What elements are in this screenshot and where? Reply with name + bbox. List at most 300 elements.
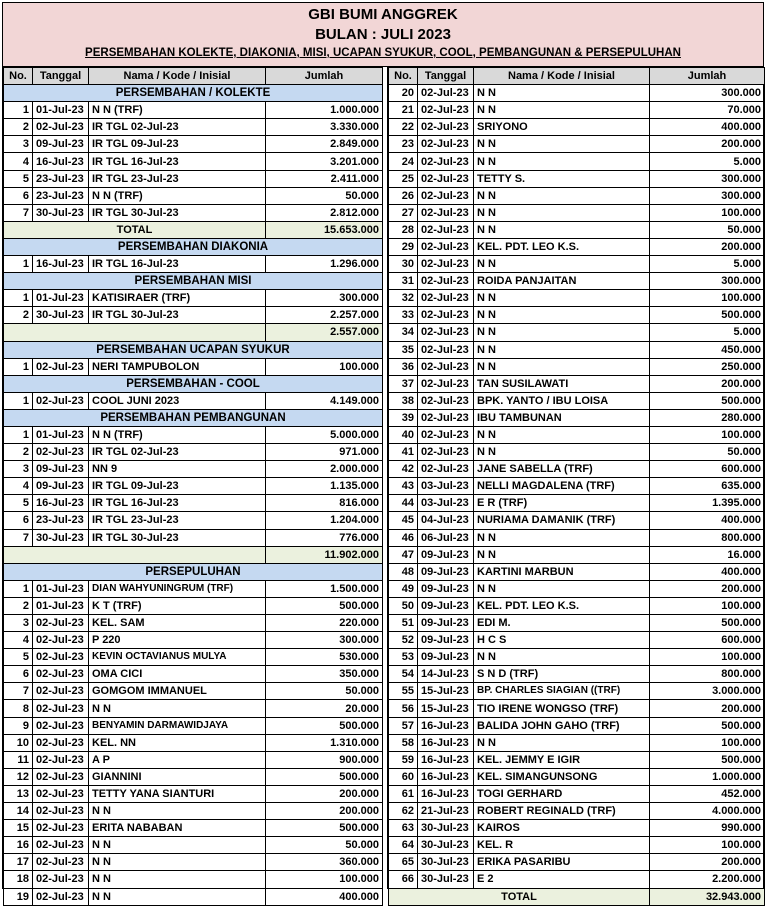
row-amount: 500.000 xyxy=(650,307,765,324)
row-name: KEL. PDT. LEO K.S. xyxy=(474,238,650,255)
row-name: IR TGL 30-Jul-23 xyxy=(89,529,266,546)
table-row xyxy=(389,478,765,495)
row-name: IR TGL 02-Jul-23 xyxy=(89,444,266,461)
table-row xyxy=(389,256,765,273)
row-name: TOGI GERHARD xyxy=(474,785,650,802)
table-row xyxy=(389,734,765,751)
row-amount: 100.000 xyxy=(650,837,765,854)
row-name: N N xyxy=(474,307,650,324)
table-row xyxy=(389,597,765,614)
row-date: 02-Jul-23 xyxy=(33,785,89,802)
row-name: N N xyxy=(474,341,650,358)
row-date: 16-Jul-23 xyxy=(418,768,474,785)
row-number: 23 xyxy=(389,136,418,153)
row-name: ROBERT REGINALD (TRF) xyxy=(474,803,650,820)
row-amount: 2.257.000 xyxy=(266,307,383,324)
row-name: N N xyxy=(474,290,650,307)
row-amount: 635.000 xyxy=(650,478,765,495)
row-name: N N xyxy=(474,426,650,443)
table-row xyxy=(4,597,383,614)
row-amount: 500.000 xyxy=(266,717,383,734)
table-row xyxy=(4,153,383,170)
row-date: 23-Jul-23 xyxy=(33,187,89,204)
table-row xyxy=(389,444,765,461)
table-row xyxy=(389,392,765,409)
row-amount: 300.000 xyxy=(650,85,765,102)
row-date: 02-Jul-23 xyxy=(418,187,474,204)
row-amount: 350.000 xyxy=(266,666,383,683)
row-name: TETTY YANA SIANTURI xyxy=(89,785,266,802)
row-amount: 1.500.000 xyxy=(266,580,383,597)
row-date: 09-Jul-23 xyxy=(418,615,474,632)
row-name: DIAN WAHYUNINGRUM (TRF) xyxy=(89,580,266,597)
row-amount: 220.000 xyxy=(266,615,383,632)
section-title: PERSEPULUHAN xyxy=(4,563,383,580)
left-offering-table xyxy=(3,67,383,906)
row-amount: 4.149.000 xyxy=(266,392,383,409)
month-subtitle: BULAN : JULI 2023 xyxy=(315,26,451,43)
row-amount: 500.000 xyxy=(266,820,383,837)
row-name: EDI M. xyxy=(474,615,650,632)
table-row xyxy=(389,751,765,768)
table-row xyxy=(4,700,383,717)
section-header-row xyxy=(4,238,383,255)
row-date: 02-Jul-23 xyxy=(418,153,474,170)
row-amount: 360.000 xyxy=(266,854,383,871)
row-amount: 1.000.000 xyxy=(266,102,383,119)
row-amount: 500.000 xyxy=(650,615,765,632)
row-date: 23-Jul-23 xyxy=(33,512,89,529)
table-row xyxy=(4,529,383,546)
row-number: 1 xyxy=(4,580,33,597)
table-row xyxy=(4,632,383,649)
row-number: 4 xyxy=(4,153,33,170)
row-date: 16-Jul-23 xyxy=(33,153,89,170)
table-row xyxy=(4,734,383,751)
row-date: 01-Jul-23 xyxy=(33,102,89,119)
row-date: 15-Jul-23 xyxy=(418,700,474,717)
section-title: PERSEMBAHAN MISI xyxy=(4,273,383,290)
row-number: 62 xyxy=(389,803,418,820)
row-number: 29 xyxy=(389,238,418,255)
row-name: SRIYONO xyxy=(474,119,650,136)
col-amount-header: Jumlah xyxy=(266,68,383,85)
row-date: 02-Jul-23 xyxy=(418,461,474,478)
row-number: 26 xyxy=(389,187,418,204)
row-name: IBU TAMBUNAN xyxy=(474,409,650,426)
section-header-row xyxy=(4,341,383,358)
table-row xyxy=(4,461,383,478)
row-amount: 200.000 xyxy=(266,785,383,802)
row-amount: 300.000 xyxy=(650,170,765,187)
row-name: NN 9 xyxy=(89,461,266,478)
row-number: 7 xyxy=(4,683,33,700)
row-name: A P xyxy=(89,751,266,768)
row-name: N N xyxy=(474,324,650,341)
row-name: E R (TRF) xyxy=(474,495,650,512)
row-number: 65 xyxy=(389,854,418,871)
total-amount: 2.557.000 xyxy=(266,324,383,341)
row-amount: 2.411.000 xyxy=(266,170,383,187)
row-number: 5 xyxy=(4,170,33,187)
table-row xyxy=(389,324,765,341)
table-row xyxy=(389,119,765,136)
row-number: 6 xyxy=(4,666,33,683)
row-name: KEVIN OCTAVIANUS MULYA xyxy=(89,649,266,666)
row-date: 09-Jul-23 xyxy=(418,632,474,649)
row-amount: 100.000 xyxy=(650,597,765,614)
row-date: 09-Jul-23 xyxy=(418,649,474,666)
row-amount: 100.000 xyxy=(266,358,383,375)
row-date: 02-Jul-23 xyxy=(33,854,89,871)
row-number: 3 xyxy=(4,615,33,632)
table-row xyxy=(4,717,383,734)
row-date: 02-Jul-23 xyxy=(33,837,89,854)
row-number: 31 xyxy=(389,273,418,290)
table-row xyxy=(389,426,765,443)
row-amount: 200.000 xyxy=(650,136,765,153)
section-header-row xyxy=(4,563,383,580)
row-name: N N xyxy=(89,854,266,871)
row-amount: 3.330.000 xyxy=(266,119,383,136)
row-amount: 250.000 xyxy=(650,358,765,375)
row-number: 52 xyxy=(389,632,418,649)
row-amount: 1.000.000 xyxy=(650,768,765,785)
row-number: 21 xyxy=(389,102,418,119)
table-row xyxy=(389,136,765,153)
row-amount: 5.000.000 xyxy=(266,426,383,443)
row-name: N N xyxy=(89,871,266,888)
row-name: S N D (TRF) xyxy=(474,666,650,683)
table-row xyxy=(4,871,383,888)
col-amount-header: Jumlah xyxy=(650,68,765,85)
total-label xyxy=(4,546,266,563)
table-row xyxy=(4,136,383,153)
row-name: N N xyxy=(474,221,650,238)
row-date: 02-Jul-23 xyxy=(418,307,474,324)
table-row xyxy=(389,153,765,170)
row-amount: 100.000 xyxy=(650,734,765,751)
row-name: N N xyxy=(89,700,266,717)
row-amount: 3.201.000 xyxy=(266,153,383,170)
row-date: 02-Jul-23 xyxy=(418,170,474,187)
row-name: N N xyxy=(474,256,650,273)
row-number: 46 xyxy=(389,529,418,546)
table-row xyxy=(389,238,765,255)
row-date: 02-Jul-23 xyxy=(33,734,89,751)
row-amount: 2.200.000 xyxy=(650,871,765,888)
row-number: 20 xyxy=(389,85,418,102)
row-amount: 300.000 xyxy=(650,273,765,290)
row-date: 02-Jul-23 xyxy=(33,803,89,820)
row-amount: 5.000 xyxy=(650,324,765,341)
row-amount: 900.000 xyxy=(266,751,383,768)
row-name: KEL. R xyxy=(474,837,650,854)
row-amount: 100.000 xyxy=(650,290,765,307)
row-number: 13 xyxy=(4,785,33,802)
row-date: 02-Jul-23 xyxy=(33,392,89,409)
row-number: 50 xyxy=(389,597,418,614)
table-row xyxy=(389,683,765,700)
row-name: N N xyxy=(474,204,650,221)
row-name: N N xyxy=(474,580,650,597)
row-number: 27 xyxy=(389,204,418,221)
table-row xyxy=(389,854,765,871)
row-name: N N xyxy=(474,358,650,375)
row-amount: 5.000 xyxy=(650,153,765,170)
row-amount: 200.000 xyxy=(650,580,765,597)
row-number: 32 xyxy=(389,290,418,307)
row-amount: 1.395.000 xyxy=(650,495,765,512)
table-row xyxy=(389,375,765,392)
table-row xyxy=(4,478,383,495)
table-row xyxy=(389,717,765,734)
row-amount: 452.000 xyxy=(650,785,765,802)
row-name: IR TGL 02-Jul-23 xyxy=(89,119,266,136)
row-number: 3 xyxy=(4,136,33,153)
row-date: 02-Jul-23 xyxy=(33,717,89,734)
row-name: N N (TRF) xyxy=(89,102,266,119)
row-date: 02-Jul-23 xyxy=(33,871,89,888)
row-name: KEL. NN xyxy=(89,734,266,751)
table-row xyxy=(4,204,383,221)
row-amount: 50.000 xyxy=(650,221,765,238)
row-name: BP. CHARLES SIAGIAN ((TRF) xyxy=(474,683,650,700)
row-amount: 500.000 xyxy=(650,392,765,409)
row-name: NURIAMA DAMANIK (TRF) xyxy=(474,512,650,529)
row-date: 15-Jul-23 xyxy=(418,683,474,700)
table-row xyxy=(389,563,765,580)
row-amount: 3.000.000 xyxy=(650,683,765,700)
col-no-header: No. xyxy=(4,68,33,85)
row-amount: 200.000 xyxy=(650,854,765,871)
row-number: 43 xyxy=(389,478,418,495)
row-number: 11 xyxy=(4,751,33,768)
row-number: 1 xyxy=(4,358,33,375)
row-number: 42 xyxy=(389,461,418,478)
table-row xyxy=(4,170,383,187)
table-row xyxy=(389,546,765,563)
row-number: 6 xyxy=(4,187,33,204)
row-amount: 500.000 xyxy=(650,751,765,768)
row-name: IR TGL 09-Jul-23 xyxy=(89,136,266,153)
row-number: 12 xyxy=(4,768,33,785)
row-date: 02-Jul-23 xyxy=(33,444,89,461)
report-heading: PERSEMBAHAN KOLEKTE, DIAKONIA, MISI, UCAPAN SYUKUR, COOL, PEMBANGUNAN & PERSEPULUHAN xyxy=(85,47,681,59)
row-number: 58 xyxy=(389,734,418,751)
table-row xyxy=(4,307,383,324)
row-number: 1 xyxy=(4,102,33,119)
row-date: 02-Jul-23 xyxy=(33,615,89,632)
row-date: 02-Jul-23 xyxy=(33,700,89,717)
table-row xyxy=(389,700,765,717)
row-number: 15 xyxy=(4,820,33,837)
row-amount: 800.000 xyxy=(650,529,765,546)
table-row xyxy=(4,649,383,666)
row-number: 66 xyxy=(389,871,418,888)
row-name: IR TGL 16-Jul-23 xyxy=(89,153,266,170)
row-amount: 2.849.000 xyxy=(266,136,383,153)
row-date: 09-Jul-23 xyxy=(418,597,474,614)
row-date: 16-Jul-23 xyxy=(418,734,474,751)
row-date: 03-Jul-23 xyxy=(418,478,474,495)
row-date: 02-Jul-23 xyxy=(418,375,474,392)
row-date: 16-Jul-23 xyxy=(33,256,89,273)
table-row xyxy=(4,512,383,529)
row-name: NERI TAMPUBOLON xyxy=(89,358,266,375)
row-date: 30-Jul-23 xyxy=(33,204,89,221)
row-date: 09-Jul-23 xyxy=(418,563,474,580)
row-amount: 5.000 xyxy=(650,256,765,273)
row-date: 02-Jul-23 xyxy=(33,820,89,837)
row-number: 30 xyxy=(389,256,418,273)
row-date: 09-Jul-23 xyxy=(418,546,474,563)
table-row xyxy=(389,512,765,529)
row-number: 40 xyxy=(389,426,418,443)
row-name: E 2 xyxy=(474,871,650,888)
row-date: 02-Jul-23 xyxy=(418,392,474,409)
row-name: N N xyxy=(474,153,650,170)
row-number: 59 xyxy=(389,751,418,768)
row-name: BALIDA JOHN GAHO (TRF) xyxy=(474,717,650,734)
row-number: 14 xyxy=(4,803,33,820)
row-name: TAN SUSILAWATI xyxy=(474,375,650,392)
row-number: 1 xyxy=(4,392,33,409)
table-row xyxy=(4,187,383,204)
row-date: 16-Jul-23 xyxy=(418,751,474,768)
row-number: 48 xyxy=(389,563,418,580)
row-name: ERIKA PASARIBU xyxy=(474,854,650,871)
table-row xyxy=(389,461,765,478)
row-amount: 776.000 xyxy=(266,529,383,546)
row-number: 49 xyxy=(389,580,418,597)
row-name: N N xyxy=(89,803,266,820)
row-date: 23-Jul-23 xyxy=(33,170,89,187)
row-date: 02-Jul-23 xyxy=(33,632,89,649)
table-row xyxy=(389,785,765,802)
row-number: 51 xyxy=(389,615,418,632)
row-amount: 500.000 xyxy=(266,597,383,614)
row-amount: 1.204.000 xyxy=(266,512,383,529)
table-row xyxy=(4,803,383,820)
row-date: 30-Jul-23 xyxy=(33,529,89,546)
table-row xyxy=(389,358,765,375)
table-row xyxy=(389,341,765,358)
row-amount: 1.296.000 xyxy=(266,256,383,273)
table-row xyxy=(4,854,383,871)
row-number: 54 xyxy=(389,666,418,683)
row-date: 02-Jul-23 xyxy=(418,409,474,426)
table-row xyxy=(389,85,765,102)
row-number: 8 xyxy=(4,700,33,717)
row-name: IR TGL 30-Jul-23 xyxy=(89,204,266,221)
row-name: BENYAMIN DARMAWIDJAYA xyxy=(89,717,266,734)
row-amount: 2.812.000 xyxy=(266,204,383,221)
row-date: 02-Jul-23 xyxy=(418,273,474,290)
row-date: 02-Jul-23 xyxy=(33,666,89,683)
row-amount: 50.000 xyxy=(266,187,383,204)
row-name: OMA CICI xyxy=(89,666,266,683)
row-name: GIANNINI xyxy=(89,768,266,785)
row-date: 02-Jul-23 xyxy=(418,204,474,221)
row-name: IR TGL 16-Jul-23 xyxy=(89,256,266,273)
row-name: IR TGL 23-Jul-23 xyxy=(89,170,266,187)
row-number: 1 xyxy=(4,256,33,273)
table-row xyxy=(389,221,765,238)
row-date: 02-Jul-23 xyxy=(33,751,89,768)
col-no-header: No. xyxy=(389,68,418,85)
row-name: KATISIRAER (TRF) xyxy=(89,290,266,307)
table-row xyxy=(4,444,383,461)
row-number: 1 xyxy=(4,426,33,443)
total-amount: 11.902.000 xyxy=(266,546,383,563)
row-number: 45 xyxy=(389,512,418,529)
row-number: 38 xyxy=(389,392,418,409)
row-number: 10 xyxy=(4,734,33,751)
row-name: TIO IRENE WONGSO (TRF) xyxy=(474,700,650,717)
row-amount: 600.000 xyxy=(650,632,765,649)
row-date: 02-Jul-23 xyxy=(418,85,474,102)
table-row xyxy=(389,666,765,683)
row-date: 30-Jul-23 xyxy=(418,871,474,888)
row-number: 2 xyxy=(4,307,33,324)
row-number: 60 xyxy=(389,768,418,785)
row-amount: 600.000 xyxy=(650,461,765,478)
table-row xyxy=(389,615,765,632)
row-amount: 300.000 xyxy=(266,632,383,649)
table-row xyxy=(389,871,765,888)
row-date: 02-Jul-23 xyxy=(33,119,89,136)
row-number: 5 xyxy=(4,495,33,512)
row-amount: 971.000 xyxy=(266,444,383,461)
row-number: 2 xyxy=(4,119,33,136)
table-row xyxy=(389,290,765,307)
row-amount: 100.000 xyxy=(650,426,765,443)
table-row xyxy=(389,632,765,649)
row-amount: 200.000 xyxy=(650,700,765,717)
row-date: 30-Jul-23 xyxy=(418,837,474,854)
table-row xyxy=(4,392,383,409)
row-number: 6 xyxy=(4,512,33,529)
right-column-header-row xyxy=(389,68,765,85)
row-name: IR TGL 30-Jul-23 xyxy=(89,307,266,324)
row-number: 55 xyxy=(389,683,418,700)
row-amount: 300.000 xyxy=(650,187,765,204)
row-date: 30-Jul-23 xyxy=(418,820,474,837)
row-number: 16 xyxy=(4,837,33,854)
table-row xyxy=(4,751,383,768)
table-row xyxy=(4,256,383,273)
section-title: PERSEMBAHAN / KOLEKTE xyxy=(4,85,383,102)
table-row xyxy=(389,187,765,204)
row-amount: 1.135.000 xyxy=(266,478,383,495)
row-date: 02-Jul-23 xyxy=(418,136,474,153)
row-name: N N xyxy=(474,102,650,119)
row-name: N N xyxy=(89,888,266,905)
row-date: 01-Jul-23 xyxy=(33,597,89,614)
row-date: 09-Jul-23 xyxy=(33,461,89,478)
church-title: GBI BUMI ANGGREK xyxy=(308,6,458,23)
row-amount: 200.000 xyxy=(650,375,765,392)
row-amount: 1.310.000 xyxy=(266,734,383,751)
table-row xyxy=(389,820,765,837)
row-number: 2 xyxy=(4,444,33,461)
row-date: 09-Jul-23 xyxy=(33,478,89,495)
row-name: ROIDA PANJAITAN xyxy=(474,273,650,290)
row-name: N N (TRF) xyxy=(89,187,266,204)
row-name: N N xyxy=(474,136,650,153)
row-date: 02-Jul-23 xyxy=(33,683,89,700)
